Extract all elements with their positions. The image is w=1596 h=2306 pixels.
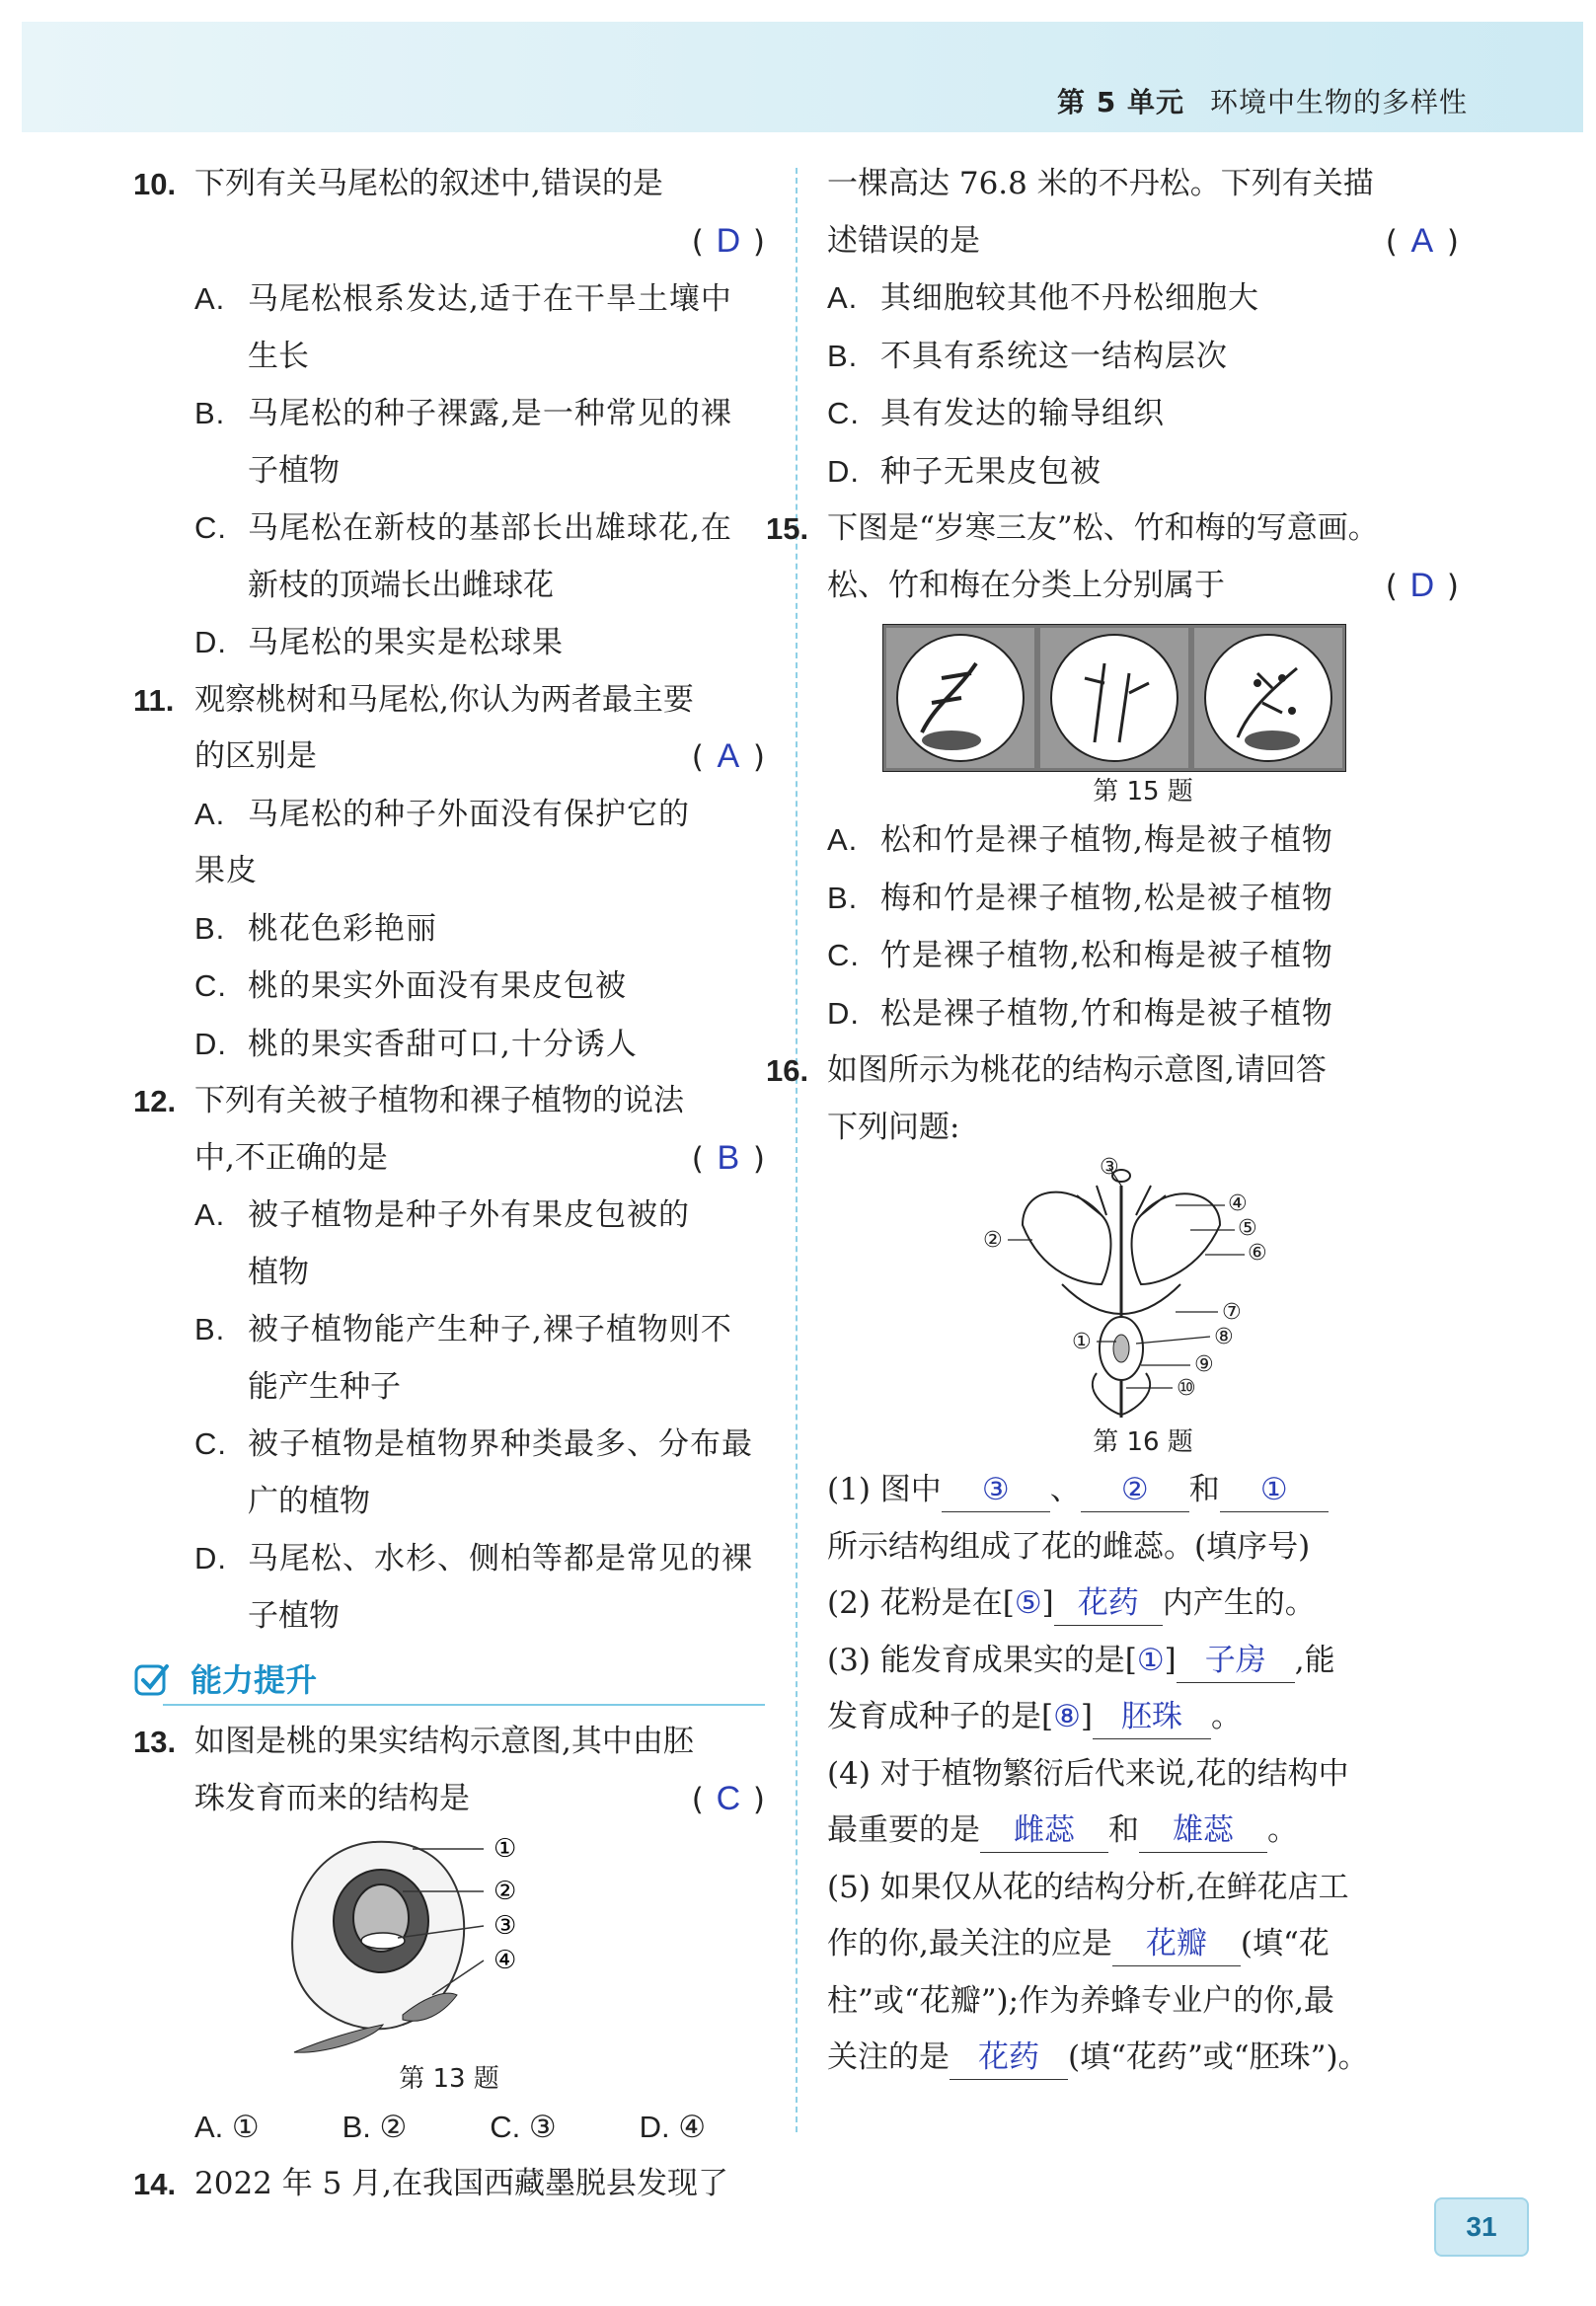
question-number: 14.	[133, 2166, 177, 2201]
section-title: 能力提升	[190, 1661, 318, 1699]
left-column	[133, 156, 765, 2212]
option-a: A. 松和竹是裸子植物,梅是被子植物	[827, 822, 1333, 858]
question-stem: 下列有关被子植物和裸子植物的说法	[194, 1083, 684, 1118]
option-a: A. 被子植物是种子外有果皮包被的	[194, 1197, 690, 1233]
check-icon	[133, 1660, 173, 1700]
label-10: ⑩	[1177, 1376, 1196, 1401]
option-b-cont: 子植物	[248, 452, 340, 489]
option-d: D. 马尾松、水杉、侧柏等都是常见的裸	[194, 1541, 753, 1576]
question-stem: 如图是桃的果实结构示意图,其中由胚	[194, 1724, 694, 1759]
option-b-cont: 能产生种子	[248, 1368, 401, 1405]
sub-question-2: (2) 花粉是在[⑤] 花药 内产生的。	[766, 1576, 1459, 1633]
option-c: C. 桃的果实外面没有果皮包被	[194, 968, 627, 1004]
option-c: C. 具有发达的输导组织	[827, 396, 1165, 431]
option-b: B. ②	[342, 2110, 408, 2144]
label-5: ⑤	[1238, 1216, 1257, 1241]
section-underline	[163, 1704, 765, 1706]
question-11	[133, 672, 765, 1074]
unit-number: 第 5 单元	[1057, 86, 1184, 118]
question-14-cont	[827, 156, 1459, 500]
option-c: C. 马尾松在新枝的基部长出雄球花,在	[194, 510, 732, 546]
answer-blank: 花药	[1054, 1581, 1163, 1626]
question-stem-3: 述错误的是 ( A )	[827, 213, 1459, 270]
peach-flower-diagram	[963, 1156, 1279, 1422]
section-heading	[133, 1651, 765, 1714]
label-1: ①	[1072, 1330, 1092, 1354]
option-d: D. ④	[639, 2110, 706, 2144]
question-stem-2: 一棵高达 76.8 米的不丹松。下列有关描	[827, 166, 1374, 201]
label-3: ③	[493, 1911, 517, 1941]
question-stem-2: 下列问题:	[827, 1109, 960, 1145]
page-number: 31	[1434, 2197, 1529, 2257]
figure-caption: 第 13 题	[399, 2064, 499, 2094]
label-2: ②	[493, 1877, 517, 1906]
option-a: A. 马尾松的种子外面没有保护它的果皮	[194, 796, 690, 888]
answer-blank: 雌蕊	[980, 1808, 1108, 1853]
three-friends-painting	[882, 624, 1346, 772]
answer-choice: ( D )	[691, 221, 765, 260]
answer-choice: ( B )	[691, 1138, 765, 1177]
option-b: B. 马尾松的种子裸露,是一种常见的裸	[194, 396, 732, 431]
option-b: B. 被子植物能产生种子,裸子植物则不	[194, 1312, 732, 1347]
sub-question-5: (5) 如果仅从花的结构分析,在鲜花店工	[827, 1869, 1349, 1905]
question-13	[133, 1714, 765, 2156]
label-6: ⑥	[1248, 1241, 1267, 1266]
answer-choice: ( C )	[691, 1779, 765, 1817]
question-stem: 如图所示为桃花的结构示意图,请回答	[827, 1052, 1327, 1088]
answer-choice: ( A )	[1385, 221, 1459, 260]
option-d: D. 松是裸子植物,竹和梅是被子植物	[827, 995, 1333, 1032]
question-number: 10.	[133, 167, 177, 201]
answer-blank: ③	[942, 1468, 1050, 1512]
question-10	[133, 156, 765, 672]
label-9: ⑨	[1194, 1352, 1214, 1377]
answer-blank: 雄蕊	[1139, 1808, 1267, 1853]
sub-question-3-cont: 发育成种子的是[⑧] 胚珠 。	[766, 1689, 1459, 1746]
answer-blank: 子房	[1177, 1639, 1295, 1683]
option-b: B. 桃花色彩艳丽	[194, 910, 437, 947]
answer-blank: ①	[1220, 1468, 1329, 1512]
label-7: ⑦	[1222, 1300, 1242, 1325]
answer-choice: ( A )	[691, 737, 765, 775]
question-15	[766, 500, 1459, 1042]
option-a: A. 马尾松根系发达,适于在干旱土壤中	[194, 281, 732, 317]
option-c: C. ③	[490, 2110, 557, 2144]
option-d: D. 马尾松的果实是松球果	[194, 625, 564, 660]
figure-caption: 第 15 题	[1093, 777, 1193, 807]
answer-blank: 胚珠	[1093, 1695, 1211, 1739]
label-1: ①	[493, 1834, 517, 1864]
question-stem: 下列有关马尾松的叙述中,错误的是	[194, 166, 663, 201]
label-2: ②	[983, 1228, 1003, 1253]
right-column	[766, 156, 1459, 2087]
options-row	[133, 2099, 765, 2156]
option-c: C. 竹是裸子植物,松和梅是被子植物	[827, 938, 1333, 973]
sub-question-1: (1) 图中 ③ 、 ② 和 ①	[766, 1462, 1459, 1519]
unit-name: 环境中生物的多样性	[1209, 86, 1468, 118]
option-b: B. 梅和竹是裸子植物,松是被子植物	[827, 880, 1333, 916]
option-a: A. 其细胞较其他不丹松细胞大	[827, 280, 1259, 316]
figure-caption: 第 16 题	[1093, 1427, 1193, 1457]
answer-blank: ②	[1081, 1468, 1189, 1512]
option-d: D. 种子无果皮包被	[827, 453, 1102, 490]
answer-blank: 花瓣	[1112, 1922, 1241, 1966]
sub-question-4: (4) 对于植物繁衍后代来说,花的结构中	[827, 1755, 1349, 1792]
label-4: ④	[493, 1946, 517, 1975]
option-a-cont: 植物	[248, 1254, 309, 1290]
option-d: D. 桃的果实香甜可口,十分诱人	[194, 1026, 638, 1062]
option-c: C. 被子植物是植物界种类最多、分布最	[194, 1426, 753, 1462]
option-c-cont: 广的植物	[248, 1483, 370, 1519]
question-stem: 观察桃树和马尾松,你认为两者最主要	[194, 681, 694, 718]
question-number: 11.	[133, 682, 175, 718]
question-14	[133, 2156, 765, 2213]
option-a: A. ①	[194, 2110, 260, 2144]
sub-question-5-cont: 作的你,最关注的应是 花瓣 (填“花	[766, 1916, 1459, 1973]
question-number: 12.	[133, 1084, 177, 1118]
question-stem: 下图是“岁寒三友”松、竹和梅的写意画。	[827, 510, 1379, 546]
sub-question-4-cont: 最重要的是 雌蕊 和 雄蕊 。	[766, 1803, 1459, 1860]
label-4: ④	[1228, 1191, 1248, 1216]
sub-question-5-cont-3: 关注的是 花药 (填“花药”或“胚珠”)。	[766, 2030, 1459, 2087]
question-stem-2: 松、竹和梅在分类上分别属于 ( D )	[766, 558, 1459, 615]
peach-fruit-diagram	[265, 1827, 561, 2059]
question-number: 15.	[766, 511, 809, 546]
unit-title	[1057, 81, 1468, 120]
question-stem-2: 中,不正确的是 ( B )	[133, 1130, 765, 1188]
sub-question-1-cont: 所示结构组成了花的雌蕊。(填序号)	[827, 1528, 1311, 1565]
question-12	[133, 1073, 765, 1645]
answer-blank: 花药	[950, 2036, 1068, 2080]
question-number: 16.	[766, 1053, 809, 1088]
question-number: 13.	[133, 1725, 177, 1759]
option-c-cont: 新枝的顶端长出雌球花	[248, 567, 554, 603]
sub-question-3: (3) 能发育成果实的是[①] 子房 ,能	[766, 1633, 1459, 1690]
label-3: ③	[1100, 1156, 1119, 1180]
question-stem: 2022 年 5 月,在我国西藏墨脱县发现了	[194, 2165, 729, 2201]
question-stem-2: 珠发育而来的结构是 ( C )	[133, 1771, 765, 1828]
sub-question-5-cont-2: 柱”或“花瓣”);作为养蜂专业户的你,最	[827, 1982, 1334, 2019]
label-8: ⑧	[1214, 1325, 1234, 1349]
question-16	[766, 1042, 1459, 2087]
question-stem-2: 的区别是 ( A )	[133, 729, 765, 786]
answer-choice: ( D )	[1385, 566, 1459, 604]
option-a-cont: 生长	[248, 338, 309, 374]
option-d-cont: 子植物	[248, 1597, 340, 1634]
option-b: B. 不具有系统这一结构层次	[827, 338, 1228, 374]
